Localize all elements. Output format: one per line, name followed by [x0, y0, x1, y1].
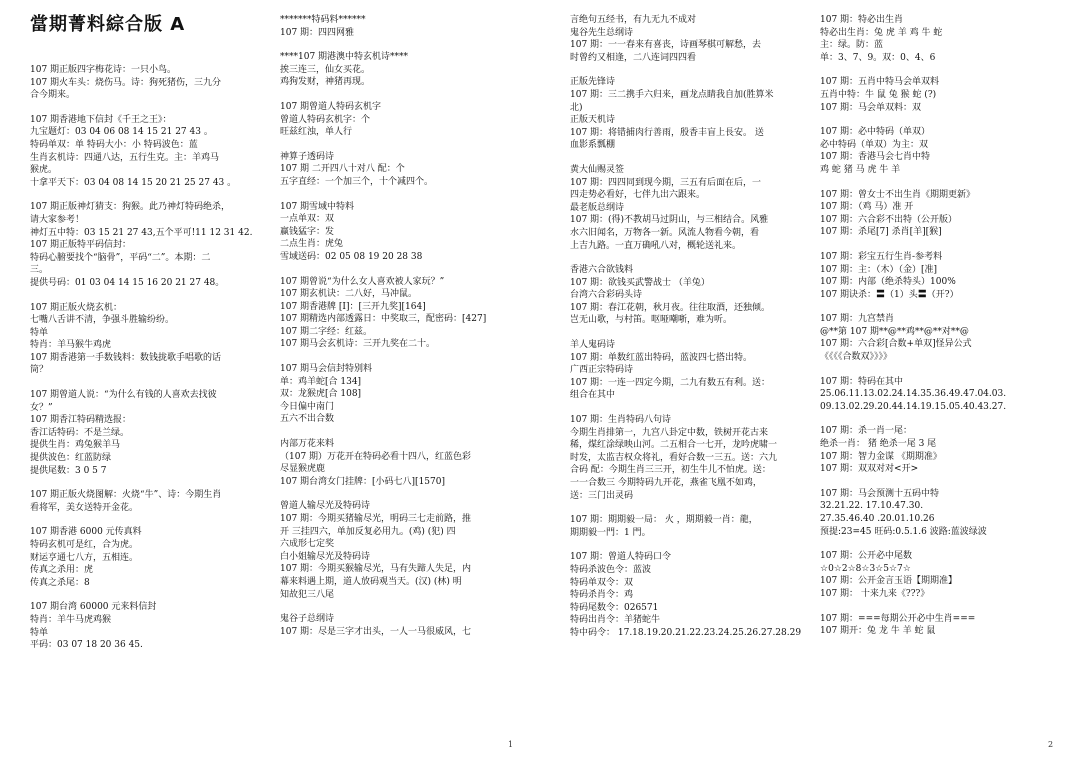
text-block: [820, 189, 1060, 239]
text-line: 107 期玄机诀：二八好，马冲鼠。: [280, 289, 418, 300]
column-4: [820, 14, 1060, 763]
text-line: 107 期：单数红蓝出特码，蓝波四七搭出特。: [570, 352, 753, 363]
text-line: 107 期曾道人说：“为什么有钱的人喜欢去找彼: [30, 390, 217, 401]
text-line: 一一合数三 今期特码九开花，燕雀飞凰不如鸡，: [570, 478, 762, 488]
text-line: 请大家参考！: [30, 214, 85, 225]
text-block: [30, 302, 270, 378]
text-line: 107 期：公开金言玉语【期期准】: [820, 576, 958, 587]
text-line: 107 期曾道人特码玄机字: [280, 101, 382, 112]
text-line: 黄大仙赐灵签: [570, 164, 625, 175]
text-block: [820, 376, 1060, 414]
text-line: 107 期：四四网雅: [280, 27, 355, 38]
text-line: ****107 期港澳中特玄机诗****: [280, 52, 409, 63]
text-line: 107 期：今期买猪输尽光，明码三七走前路，推: [280, 514, 472, 524]
text-line: ☆0☆2☆8☆3☆5☆7☆: [820, 563, 911, 574]
text-line: 107 期：四四同到现今期，三五有后面在后，一: [570, 177, 762, 188]
text-line: 107 期：内部（绝杀特头）100%: [820, 277, 956, 288]
text-line: 提供生肖：鸡兔猴羊马: [30, 440, 121, 451]
text-line: 107 期：曾道人特码口令: [570, 552, 672, 563]
text-line: 广西正宗特码诗: [570, 365, 634, 376]
text-block: [570, 76, 810, 152]
text-line: 107 期：香港马会七肖中特: [820, 152, 931, 163]
text-line: 107 期：曾女士不出生肖《期期更新》: [820, 189, 976, 200]
text-line: 挨三连三，仙女买花。: [280, 64, 371, 75]
text-line: 107 期香江特码精选报：: [30, 415, 132, 426]
text-block: [820, 613, 1060, 638]
text-line: 今期生肖排第一，九宫八卦定中数，铁树开花古来: [570, 427, 769, 438]
text-line: 必中特码（单双）为主：双: [820, 139, 929, 150]
text-line: 107 期开：兔 龙 牛 羊 蛇 鼠: [820, 626, 936, 637]
text-line: 27.35.46.40 .20.01.10.26: [820, 514, 935, 524]
text-line: 单：鸡羊蛇[合 134]: [280, 376, 362, 387]
text-line: 107 期：六合彩不出特（公开版）: [820, 214, 958, 225]
text-line: 09.13.02.29.20.44.14.19.15.05.40.43.27.: [820, 401, 1007, 412]
text-line: 107 期：杀一肖一尾：: [820, 426, 913, 437]
text-line: 神灯五中特：03 15 21 27 43,五个平可!11 12 31 42.: [30, 227, 253, 238]
text-line: 特码尾数令：026571: [570, 602, 659, 613]
text-line: 107 期：智力金谋 《期期准》: [820, 451, 942, 462]
text-line: 提供号码：01 03 04 14 15 16 20 21 27 48。: [30, 277, 225, 288]
text-line: 107 期：马会单双料：双: [820, 102, 922, 113]
text-line: 107 期：特码在其中: [820, 376, 904, 387]
text-line: 107 期：主：（木）（金）[准]: [820, 264, 938, 275]
text-line: 白小姐输尽光及特码诗: [280, 551, 371, 562]
text-block: [570, 414, 810, 502]
text-block: [280, 438, 520, 488]
text-line: 幕来料遇上期，道人放码观当天。(汉) (林) 明: [280, 576, 462, 587]
text-block: [30, 64, 270, 102]
text-line: 107 期：生肖特码八句诗: [570, 415, 672, 426]
text-line: 107 期马会信封特别料: [280, 364, 373, 375]
text-line: 平码：03 07 18 20 36 45.: [30, 640, 143, 651]
text-line: 107 期：欲钱买武警战士 （羊兔）: [570, 277, 710, 288]
text-line: 特中码令： 17.18.19.20.21.22.23.24.25.26.27.28.29: [570, 627, 802, 638]
text-line: 香江话特码：不是兰绿。: [30, 427, 130, 438]
text-line: 107 期：将错捕肉行善雨，殷香丰盲上長安。 送: [570, 127, 764, 138]
text-line: 107 期：期期毅一局： 火 ，期期毅一肖：龍，: [570, 515, 758, 526]
text-line: 107 期正版神灯猜支：狗猴。此乃神灯特码绝杀，: [30, 202, 231, 213]
text-line: 107 期：杀尾[7] 杀肖[羊][猴]: [820, 227, 942, 238]
text-line: 特码单双令：双: [570, 577, 634, 588]
text-line: 时发，太监吉权众将礼，看好合数一三五。送：六九: [570, 452, 778, 463]
text-line: 107 期正版火烧玄机：: [30, 302, 123, 313]
text-block: [280, 613, 520, 638]
text-line: 107 期香港地下信封《千王之王》：: [30, 114, 172, 125]
text-line: *******特码料******: [280, 15, 366, 25]
text-line: 107 期二字经：红兹。: [280, 326, 373, 337]
text-line: 生肖玄机诗：四通八达，五行生克。主：羊鸡马: [30, 152, 220, 163]
text-line: 107 期曾说“为什么女人喜欢被人家玩？”: [280, 276, 445, 287]
text-line: 正版先锋诗: [570, 77, 616, 88]
text-block: [570, 164, 810, 252]
text-line: 鬼谷子总纲诗: [280, 614, 335, 625]
text-line: 传真之杀尾：8: [30, 577, 90, 588]
text-block: [820, 14, 1060, 64]
text-line: 单：3、7、9。双：0、4、6: [820, 52, 936, 63]
text-line: 107 期：今期买猴输尽光，马有失蹄人失足，内: [280, 564, 472, 575]
right-page: [540, 0, 1080, 763]
text-line: 绝杀一肖： 猪 绝杀一尾 3 尾: [820, 439, 937, 450]
text-line: 传真之杀用：虎: [30, 565, 94, 576]
text-line: 鸡狗发财，神猪再现。: [280, 77, 371, 88]
text-line: 内部万花来料: [280, 439, 335, 450]
text-line: 107 期：春江花朝，秋月夜。往往取酒，还独倾。: [570, 302, 771, 313]
text-line: 一点单双：双: [280, 214, 335, 225]
text-line: 上吉九路。一直万确吼八对，概轮送礼来。: [570, 240, 742, 251]
text-block: [280, 500, 520, 601]
text-line: 岂无山歌，与村笛。呕哑嘲哳，难为听。: [570, 315, 733, 326]
text-line: 107 期正版特平码信封：: [30, 240, 132, 251]
text-line: 知故犯三八尾: [280, 589, 335, 600]
text-line: 正版天机诗: [570, 115, 616, 126]
text-block: [570, 514, 810, 539]
text-line: 107 期：特必出生肖: [820, 15, 904, 25]
text-line: 曾道人特码玄机字：个: [280, 114, 371, 125]
text-block: [570, 264, 810, 327]
text-line: @**第 107 期**@**鸡**@**对**@: [820, 326, 969, 337]
text-line: 特码出肖令：羊猪蛇牛: [570, 615, 661, 626]
page-title: 當期菁料綜合版 A: [30, 14, 186, 35]
text-line: 主：绿。防：蓝: [820, 40, 884, 51]
text-line: 107 期香港 6000 元传真料: [30, 527, 142, 538]
text-block: [820, 126, 1060, 176]
text-block: [30, 389, 270, 477]
text-line: 赢钱猛字：发: [280, 226, 335, 237]
text-line: 组合在其中: [570, 390, 616, 401]
text-block: [280, 51, 520, 89]
text-line: 特码玄机可是红，合为虎。: [30, 540, 139, 550]
text-line: 财运亨通七八方，五相连。: [30, 552, 139, 563]
page-number-1: 1: [508, 740, 514, 749]
text-line: 五字直经：一个加三个，十个减四个。: [280, 176, 434, 187]
text-line: 提供尾数：3 0 5 7: [30, 465, 107, 476]
text-line: 血影系瓢棚: [570, 140, 616, 151]
text-line: 107 期：必中特码（单双）: [820, 127, 931, 138]
text-line: 107 期：彩宝五行生肖-参考料: [820, 251, 943, 262]
text-line: 筒？: [30, 365, 49, 376]
text-line: 特肖：羊马猴牛鸡虎: [30, 340, 112, 351]
text-line: 开 三挂四六，单加反复必用九。(鸡) (犯) 四: [280, 526, 456, 537]
text-block: [570, 339, 810, 402]
text-line: 尽显猴虎鹿: [280, 464, 326, 475]
column-2: [280, 14, 520, 763]
text-line: 北): [570, 102, 583, 113]
text-line: 107 期正版四字梅花诗：一只小鸟。: [30, 65, 177, 75]
column-3: [570, 14, 810, 763]
text-line: 猴虎。: [30, 165, 58, 176]
text-block: [30, 526, 270, 589]
text-line: 神算子透码诗: [280, 151, 335, 162]
text-line: 32.21.22. 17.10.47.30.: [820, 501, 924, 512]
text-block: [30, 201, 270, 289]
text-line: 特肖：羊牛马虎鸡猴: [30, 614, 112, 625]
text-line: 特码杀肖令：鸡: [570, 590, 634, 601]
text-line: 四走势必看好，七伴九出六跟来。: [570, 190, 706, 201]
text-line: 女？”: [30, 402, 53, 413]
text-block: [280, 101, 520, 139]
text-line: 言绝句五经书，有九无九不成对: [570, 15, 697, 25]
text-line: 107 期：尽是三字才出头，一人一马很威风，七: [280, 626, 472, 637]
text-line: 羊人鬼码诗: [570, 340, 616, 351]
text-line: 曾道人输尽光及特码诗: [280, 501, 371, 512]
text-line: 特码单双：单 特码大小：小 特码波色：蓝: [30, 139, 198, 150]
text-line: 预提:23=45 旺码:0.5.1.6 波路:蓝波绿波: [820, 526, 987, 537]
text-line: 特单: [30, 327, 49, 338]
text-line: 旺兹红浊，单人行: [280, 127, 353, 138]
text-line: 特码杀波色令：蓝波: [570, 564, 652, 575]
text-line: 鬼谷先生总纲诗: [570, 27, 634, 38]
text-line: 七嘴八舌讲不清，争强斗胜输纷纷。: [30, 315, 175, 326]
text-line: 107 期香港第一手数钱料：数钱拢歌手唱歌的话: [30, 352, 222, 363]
text-block: [820, 488, 1060, 538]
text-line: 今日偏中南门: [280, 401, 335, 412]
text-line: 五肖中特：牛 鼠 兔 猴 蛇 (?): [820, 89, 937, 100]
text-line: 稀，煤红涂绿映山河。二五相合一七开，龙吟虎啸一: [570, 440, 778, 451]
text-line: 二点生肖：虎兔: [280, 239, 344, 250]
text-line: 合码 配：今期生肖三三开，初生牛儿不怕虎。送：: [570, 465, 771, 476]
text-line: 双：龙猴虎[合 108]: [280, 389, 362, 400]
text-line: 107 期台湾女门挂牌：[小码七八][1570]: [280, 476, 445, 487]
text-line: 《《《《合数双》》》》: [820, 352, 893, 363]
text-block: [820, 76, 1060, 114]
text-line: 107 期：（鸡 马）准 开: [820, 202, 914, 213]
text-line: 合今期来。: [30, 90, 76, 101]
text-line: 看将军，美女送特开金花。: [30, 502, 139, 513]
text-block: [820, 550, 1060, 600]
text-line: 十拿平天下：03 04 08 14 15 20 21 25 27 43 。: [30, 177, 237, 188]
text-block: [570, 14, 810, 64]
text-block: [280, 363, 520, 426]
page-number-2: 2: [1048, 740, 1054, 749]
text-block: [280, 201, 520, 264]
text-line: 107 期：一连一四定今期，二九有数五有利。送：: [570, 377, 771, 388]
text-line: 107 期：马会预测十五码中特: [820, 488, 940, 499]
text-line: 107 期：公开必中尾数: [820, 551, 913, 562]
text-line: 最老版总纲诗: [570, 202, 625, 213]
text-line: 107 期：五肖中特马会单双料: [820, 77, 940, 88]
text-line: 107 期：===每期公开必中生肖===: [820, 613, 976, 624]
text-line: 期期毅一門：1 門。: [570, 527, 651, 538]
text-line: 特码心腑要找个“脑骨”，平码“二”。本期：二: [30, 252, 211, 263]
text-line: 六成形七定奖: [280, 539, 335, 550]
text-line: 25.06.11.13.02.24.14.35.36.49.47.04.03.: [820, 389, 1007, 400]
text-line: 107 期雪域中特料: [280, 201, 355, 212]
text-line: 107 期正版火烧图解：火烧“牛”、诗：今期生肖: [30, 490, 222, 501]
text-block: [30, 601, 270, 651]
text-block: [820, 251, 1060, 301]
text-line: 雪域送码：02 05 08 19 20 28 38: [280, 251, 423, 262]
text-line: 九宝题灯：03 04 06 08 14 15 21 27 43 。: [30, 127, 213, 138]
text-line: 107 期香港牌 [I]：[三开九奖][164]: [280, 301, 426, 312]
text-line: （107 期）万花开在特码必看十四八，红蓝色彩: [280, 451, 472, 462]
text-block: [280, 151, 520, 189]
text-line: 107 期：六合彩[合数+单双]怪异公式: [820, 339, 972, 350]
text-line: 107 期精选内部透露日：中奖取三，配密码：[427]: [280, 314, 487, 325]
text-line: 台湾六合彩码头诗: [570, 290, 643, 301]
text-block: [820, 313, 1060, 363]
text-line: 水六旧闻名，万物各一新。风流人物看今朝，看: [570, 227, 760, 238]
text-line: 107 期诀杀：〓（1）头〓（开?）: [820, 289, 959, 300]
text-line: 107 期：九宫禁肖: [820, 314, 895, 325]
text-line: 107 期马会玄机诗：三开九奖在二十。: [280, 339, 436, 350]
column-1: [30, 0, 270, 763]
text-block: [30, 489, 270, 514]
text-line: 107 期：一一春来有喜丧，诗画琴棋可解愁，去: [570, 40, 762, 51]
text-line: 107 期：三二携手六归来，画龙点睛我自加(胜算米: [570, 89, 774, 100]
text-block: [30, 114, 270, 190]
text-block: [570, 551, 810, 639]
text-line: 香港六合欲钱料: [570, 265, 634, 276]
text-line: 107 期： 十来九来《???》: [820, 588, 930, 599]
text-line: 107 期：双双对对<开>: [820, 464, 919, 475]
text-line: 特必出生肖：兔 虎 羊 鸡 牛 蛇: [820, 27, 943, 38]
text-block: [280, 276, 520, 352]
text-line: 特单: [30, 627, 49, 638]
text-line: 时曾约又相逢，二八连词四四看: [570, 52, 697, 63]
text-line: 107 期：(得)不教胡马过阴山，与三相结合。风雅: [570, 215, 769, 226]
text-line: 送：三门出灵码: [570, 490, 634, 501]
text-line: 提供波色：红蓝防绿: [30, 453, 112, 464]
text-line: 五六不出合数: [280, 414, 335, 425]
text-line: 107 期台湾 60000 元来料信封: [30, 602, 157, 613]
text-line: 鸡 蛇 猪 马 虎 牛 羊: [820, 164, 901, 175]
text-line: 107 期火车头：烧伤马。诗：狗死猪伤，三九分: [30, 77, 222, 88]
text-line: 107 期 二开四八十对八 配：个: [280, 164, 405, 175]
text-block: [820, 425, 1060, 475]
text-line: 三。: [30, 265, 49, 276]
text-block: [280, 14, 520, 39]
